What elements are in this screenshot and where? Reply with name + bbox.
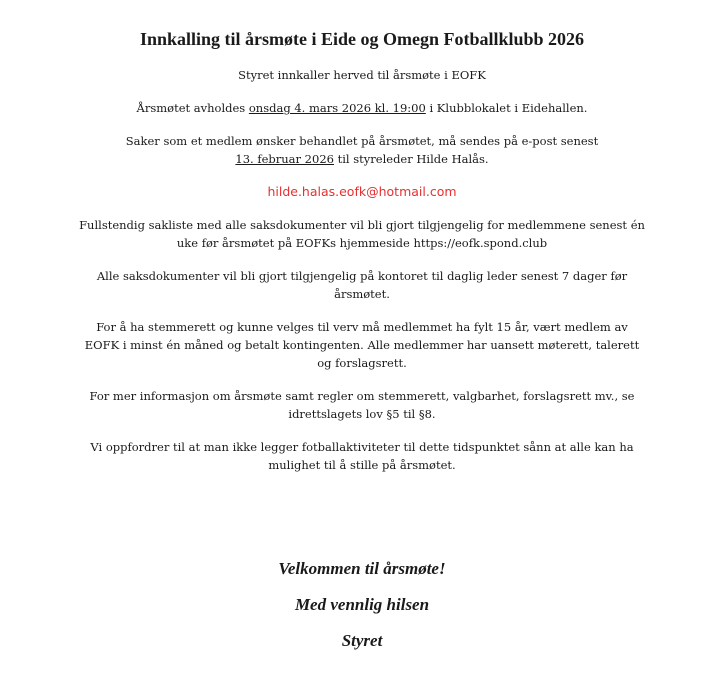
submission-line-2: til styreleder Hilde Halås. — [333, 152, 489, 166]
encourage-line-1: Vi oppfordrer til at man ikke legger fotballaktiviteter til dette tidspunktet sånn at alle kan ha — [90, 440, 634, 454]
encourage-paragraph — [70, 438, 654, 474]
agenda-line-2: uke før årsmøtet på EOFKs hjemmeside https://eofk.spond.club — [176, 236, 548, 250]
documents-line-1: Alle saksdokumenter vil bli gjort tilgjengelig på kontoret til daglig leder senest 7 dager før — [96, 269, 628, 283]
intro-paragraph: Styret innkaller herved til årsmøte i EOFK — [238, 68, 486, 82]
documents-line-2: årsmøtet. — [334, 287, 390, 301]
info-line-1: For mer informasjon om årsmøte samt regler om stemmerett, valgbarhet, forslagsrett mv., se — [89, 389, 635, 403]
documents-paragraph — [70, 267, 654, 303]
welcome-line: Velkommen til årsmøte! — [278, 559, 446, 578]
info-paragraph — [70, 387, 654, 423]
voting-line-1: For å ha stemmerett og kunne velges til verv må medlemmet ha fylt 15 år, vært medlem av — [96, 320, 628, 334]
voting-paragraph — [70, 318, 654, 372]
submission-paragraph — [70, 132, 654, 168]
voting-line-3: og forslagsrett. — [317, 356, 407, 370]
meeting-text-after: i Klubblokalet i Eidehallen. — [425, 101, 588, 115]
email-paragraph — [70, 183, 654, 201]
agenda-paragraph — [70, 216, 654, 252]
voting-line-2: EOFK i minst én måned og betalt kontingenten. Alle medlemmer har uansett møterett, talerett — [84, 338, 640, 352]
meeting-date: onsdag 4. mars 2026 kl. 19:00 — [248, 101, 426, 115]
email-link[interactable]: hilde.halas.eofk@hotmail.com — [267, 184, 457, 199]
signature-line: Styret — [341, 631, 383, 650]
regards-line: Med vennlig hilsen — [294, 595, 430, 614]
meeting-time-paragraph — [70, 99, 654, 117]
agenda-line-1: Fullstendig sakliste med alle saksdokumenter vil bli gjort tilgjengelig for medlemmene senest én — [79, 218, 645, 232]
submission-line-1: Saker som et medlem ønsker behandlet på årsmøtet, må sendes på e-post senest — [125, 134, 599, 148]
encourage-line-2: mulighet til å stille på årsmøtet. — [268, 458, 456, 472]
info-line-2: idrettslagets lov §5 til §8. — [288, 407, 436, 421]
meeting-text-before: Årsmøtet avholdes — [136, 101, 249, 115]
submission-deadline: 13. februar 2026 — [235, 152, 334, 166]
document-title: Innkalling til årsmøte i Eide og Omegn Fotballklubb 2026 — [139, 29, 585, 49]
document-body — [70, 66, 654, 489]
